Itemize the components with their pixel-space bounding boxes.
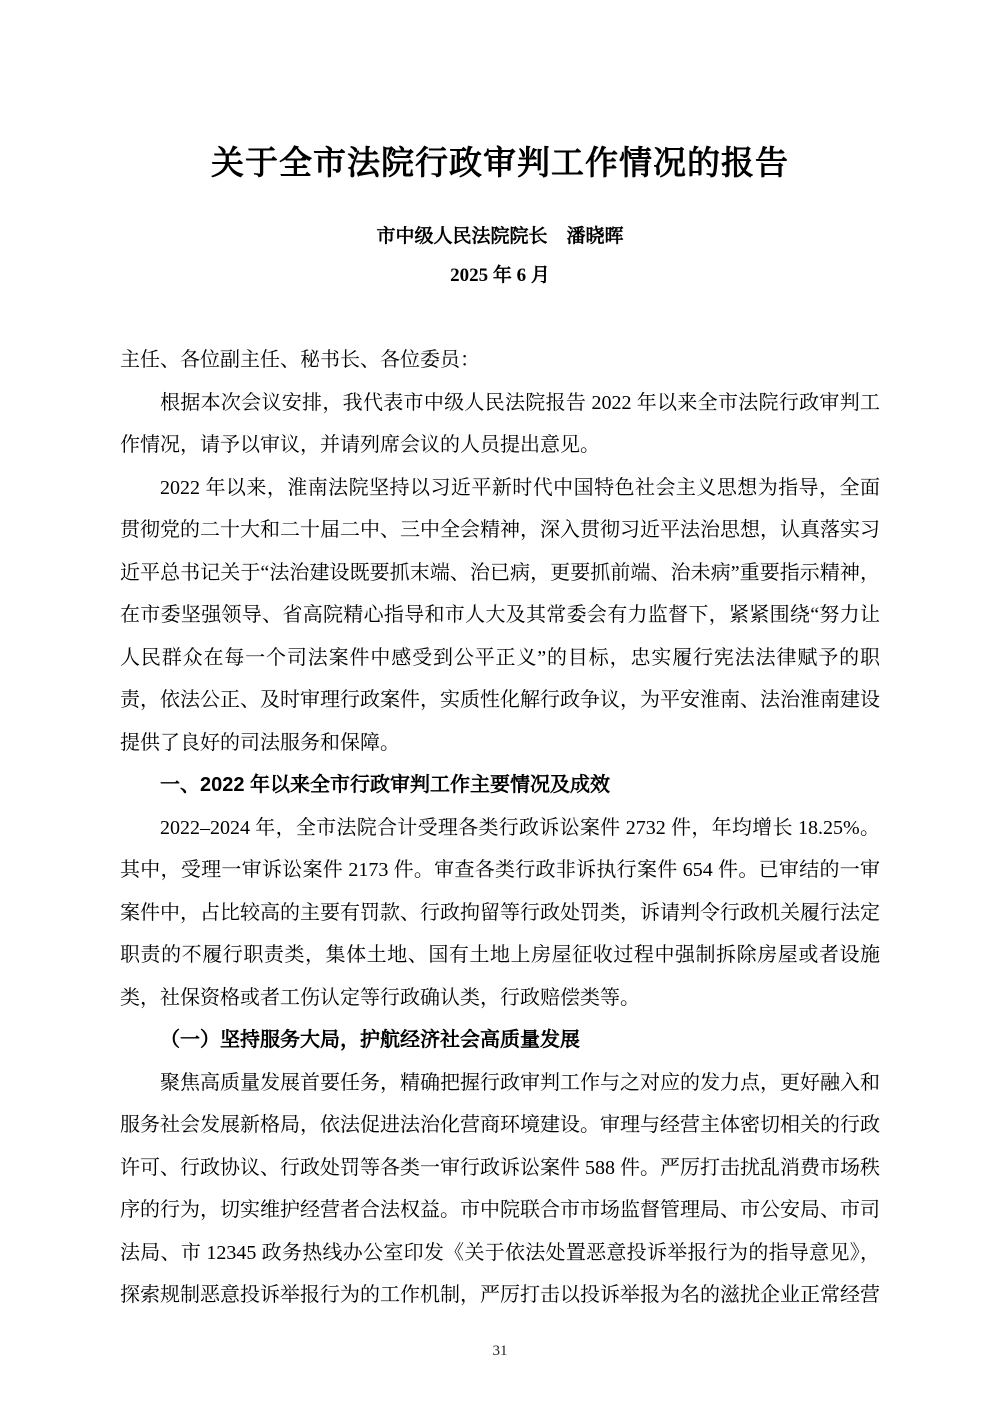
salutation: 主任、各位副主任、秘书长、各位委员：	[120, 349, 480, 371]
document-title: 关于全市法院行政审判工作情况的报告	[211, 146, 789, 182]
subsection-1-heading: （一）坚持服务大局，护航经济社会高质量发展	[160, 1029, 580, 1051]
paragraph-overview: 2022 年以来，淮南法院坚持以习近平新时代中国特色社会主义思想为指导，全面贯彻党的二十大和二十届二中、三中全会精神，深入贯彻习近平法治思想，认真落实习近平总书记关于“法治建设既要抓末端、治已病，更要抓前端、治未病”重要指示精神，在市委坚强领导、省高院精心指导和市人大及其常委会有力监督下，紧紧围绕“努力让人民群众在每一个司法案件中感受到公平正义”的目标，忠实履行宪法法律赋予的职责，依法公正、及时审理行政案件，实质性化解行政争议，为平安淮南、法治淮南建设提供了良好的司法服务和保障。	[120, 476, 880, 754]
document-body	[120, 339, 880, 1317]
paragraph-service-overview: 聚焦高质量发展首要任务，精确把握行政审判工作与之对应的发力点，更好融入和服务社会发展新格局，依法促进法治化营商环境建设。审理与经营主体密切相关的行政许可、行政协议、行政处罚等各类一审行政诉讼案件 588 件。严厉打击扰乱消费市场秩序的行为，切实维护经营者合法权益。市中院联合市市场监督管理局、市公安局、市司法局、市 12345 政务热线办公室印发《关于依法处置恶意投诉举报行为的指导意见》，探索规制恶意投诉举报行为的工作机制，严厉打击以投诉举报为名的滋扰企业正常经营	[120, 1071, 880, 1306]
paragraph-statistics: 2022–2024 年，全市法院合计受理各类行政诉讼案件 2732 件，年均增长 18.25%。其中，受理一审诉讼案件 2173 件。审查各类行政非诉执行案件 654 件。已审结的一审案件中，占比较高的主要有罚款、行政拘留等行政处罚类，诉请判令行政机关履行法定职责的不履行职责类，集体土地、国有土地上房屋征收过程中强制拆除房屋或者设施类，社保资格或者工伤认定等行政确认类，行政赔偿类等。	[120, 816, 880, 1009]
page-number: 31	[492, 1343, 508, 1359]
section-1-heading: 一、2022 年以来全市行政审判工作主要情况及成效	[160, 774, 611, 796]
paragraph-intro: 根据本次会议安排，我代表市中级人民法院报告 2022 年以来全市法院行政审判工作情况，请予以审议，并请列席会议的人员提出意见。	[120, 391, 880, 456]
document-dateline: 2025 年 6 月	[450, 265, 550, 286]
document-byline: 市中级人民法院院长 潘晓晖	[376, 226, 624, 247]
